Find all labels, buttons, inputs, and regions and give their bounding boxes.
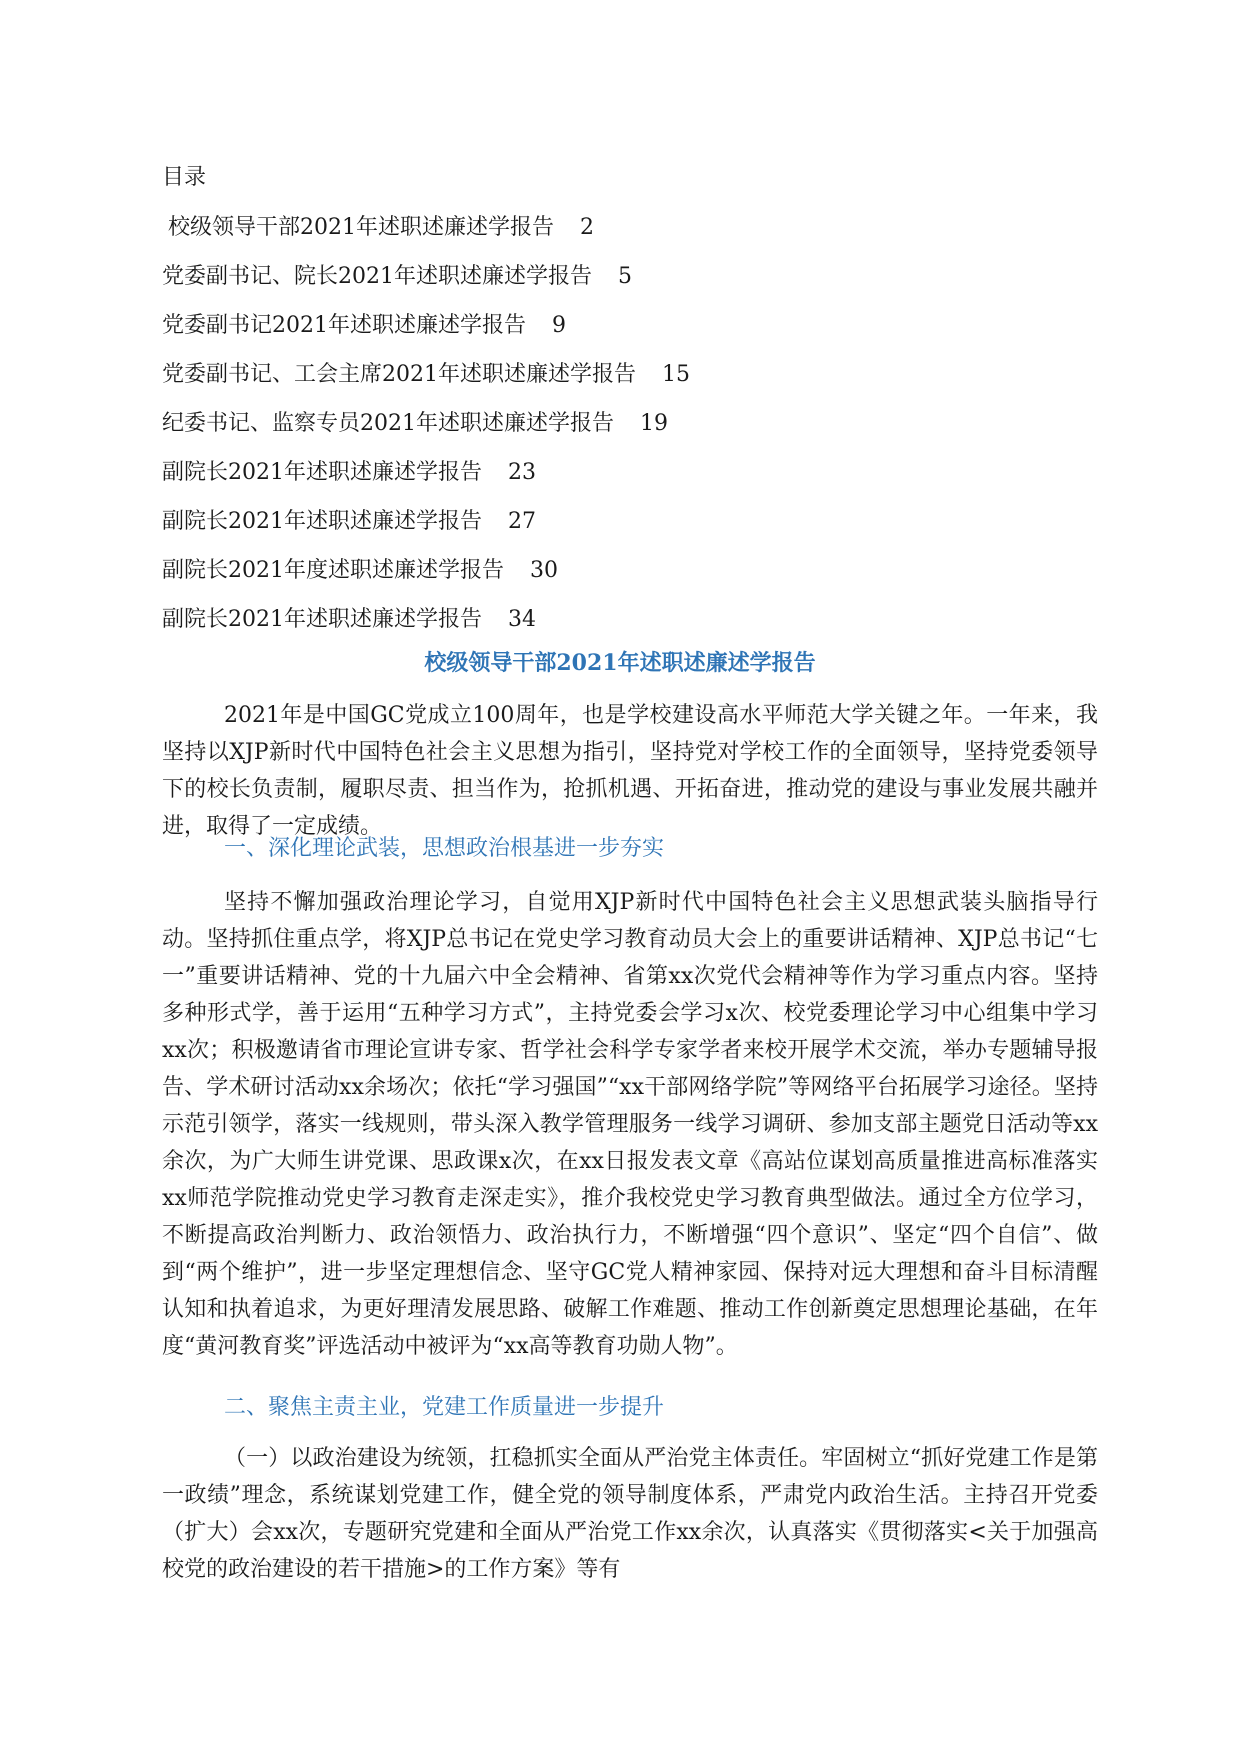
toc-entry-label: 党委副书记、工会主席2021年述职述廉述学报告 bbox=[162, 362, 636, 387]
toc-entry-label: 副院长2021年述职述廉述学报告 bbox=[162, 460, 482, 485]
toc-entry-label: 党委副书记2021年述职述廉述学报告 bbox=[162, 313, 526, 338]
toc-entry-page: 15 bbox=[662, 362, 690, 387]
toc-entry-page: 9 bbox=[552, 313, 566, 338]
toc-entry[interactable] bbox=[162, 408, 1112, 457]
toc-entry-label: 副院长2021年述职述廉述学报告 bbox=[162, 607, 482, 632]
section-heading: 一、深化理论武装，思想政治根基进一步夯实 bbox=[224, 836, 665, 861]
toc-entry-label: 纪委书记、监察专员2021年述职述廉述学报告 bbox=[162, 411, 614, 436]
document-title: 校级领导干部2021年述职述廉述学报告 bbox=[424, 650, 816, 676]
toc-entry[interactable] bbox=[162, 506, 1112, 555]
toc-entry-label: 党委副书记、院长2021年述职述廉述学报告 bbox=[162, 264, 592, 289]
toc-entry[interactable] bbox=[162, 555, 1112, 604]
body-paragraph: （一）以政治建设为统领，扛稳抓实全面从严治党主体责任。牢固树立“抓好党建工作是第一政绩”理念，系统谋划党建工作，健全党的领导制度体系，严肃党内政治生活。主持召开党委（扩大）会xx次，专题研究党建和全面从严治党工作xx余次，认真落实《贯彻落实<关于加强高校党的政治建设的若干措施>的工作方案》等有 bbox=[162, 1446, 1098, 1582]
toc-entry-label: 校级领导干部2021年述职述廉述学报告 bbox=[168, 215, 554, 240]
toc-entry[interactable] bbox=[162, 457, 1112, 506]
table-of-contents bbox=[162, 212, 1112, 653]
toc-entry[interactable] bbox=[162, 604, 1112, 653]
toc-entry-label: 副院长2021年述职述廉述学报告 bbox=[162, 509, 482, 534]
toc-entry-page: 27 bbox=[508, 509, 536, 534]
toc-entry[interactable] bbox=[162, 310, 1112, 359]
toc-entry-page: 30 bbox=[530, 558, 558, 583]
toc-entry-page: 19 bbox=[640, 411, 668, 436]
toc-entry-page: 5 bbox=[618, 264, 632, 289]
toc-entry[interactable] bbox=[162, 212, 1112, 261]
section-heading: 二、聚焦主责主业，党建工作质量进一步提升 bbox=[224, 1395, 665, 1420]
body-paragraph: 坚持不懈加强政治理论学习，自觉用XJP新时代中国特色社会主义思想武装头脑指导行动。坚持抓住重点学，将XJP总书记在党史学习教育动员大会上的重要讲话精神、XJP总书记“七一”重要讲话精神、党的十九届六中全会精神、省第xx次党代会精神等作为学习重点内容。坚持多种形式学，善于运用“五种学习方式”，主持党委会学习x次、校党委理论学习中心组集中学习xx次；积极邀请省市理论宣讲专家、哲学社会科学专家学者来校开展学术交流，举办专题辅导报告、学术研讨活动xx余场次；依托“学习强国”“xx干部网络学院”等网络平台拓展学习途径。坚持示范引领学，落实一线规则，带头深入教学管理服务一线学习调研、参加支部主题党日活动等xx余次，为广大师生讲党课、思政课x次，在xx日报发表文章《高站位谋划高质量推进高标准落实xx师范学院推动党史学习教育走深走实》，推介我校党史学习教育典型做法。通过全方位学习，不断提高政治判断力、政治领悟力、政治执行力，不断增强“四个意识”、坚定“四个自信”、做到“两个维护”，进一步坚定理想信念、坚守GC党人精神家园、保持对远大理想和奋斗目标清醒认知和执着追求，为更好理清发展思路、破解工作难题、推动工作创新奠定思想理论基础，在年度“黄河教育奖”评选活动中被评为“xx高等教育功勋人物”。 bbox=[162, 890, 1098, 1359]
toc-entry-label: 副院长2021年度述职述廉述学报告 bbox=[162, 558, 504, 583]
toc-title: 目录 bbox=[162, 165, 207, 190]
toc-entry-page: 23 bbox=[508, 460, 536, 485]
toc-entry-page: 34 bbox=[508, 607, 536, 632]
toc-entry-page: 2 bbox=[580, 215, 594, 240]
toc-entry[interactable] bbox=[162, 359, 1112, 408]
toc-entry[interactable] bbox=[162, 261, 1112, 310]
intro-paragraph: 2021年是中国GC党成立100周年，也是学校建设高水平师范大学关键之年。一年来，我坚持以XJP新时代中国特色社会主义思想为指引，坚持党对学校工作的全面领导，坚持党委领导下的校长负责制，履职尽责、担当作为，抢抓机遇、开拓奋进，推动党的建设与事业发展共融并进，取得了一定成绩。 bbox=[162, 703, 1098, 839]
